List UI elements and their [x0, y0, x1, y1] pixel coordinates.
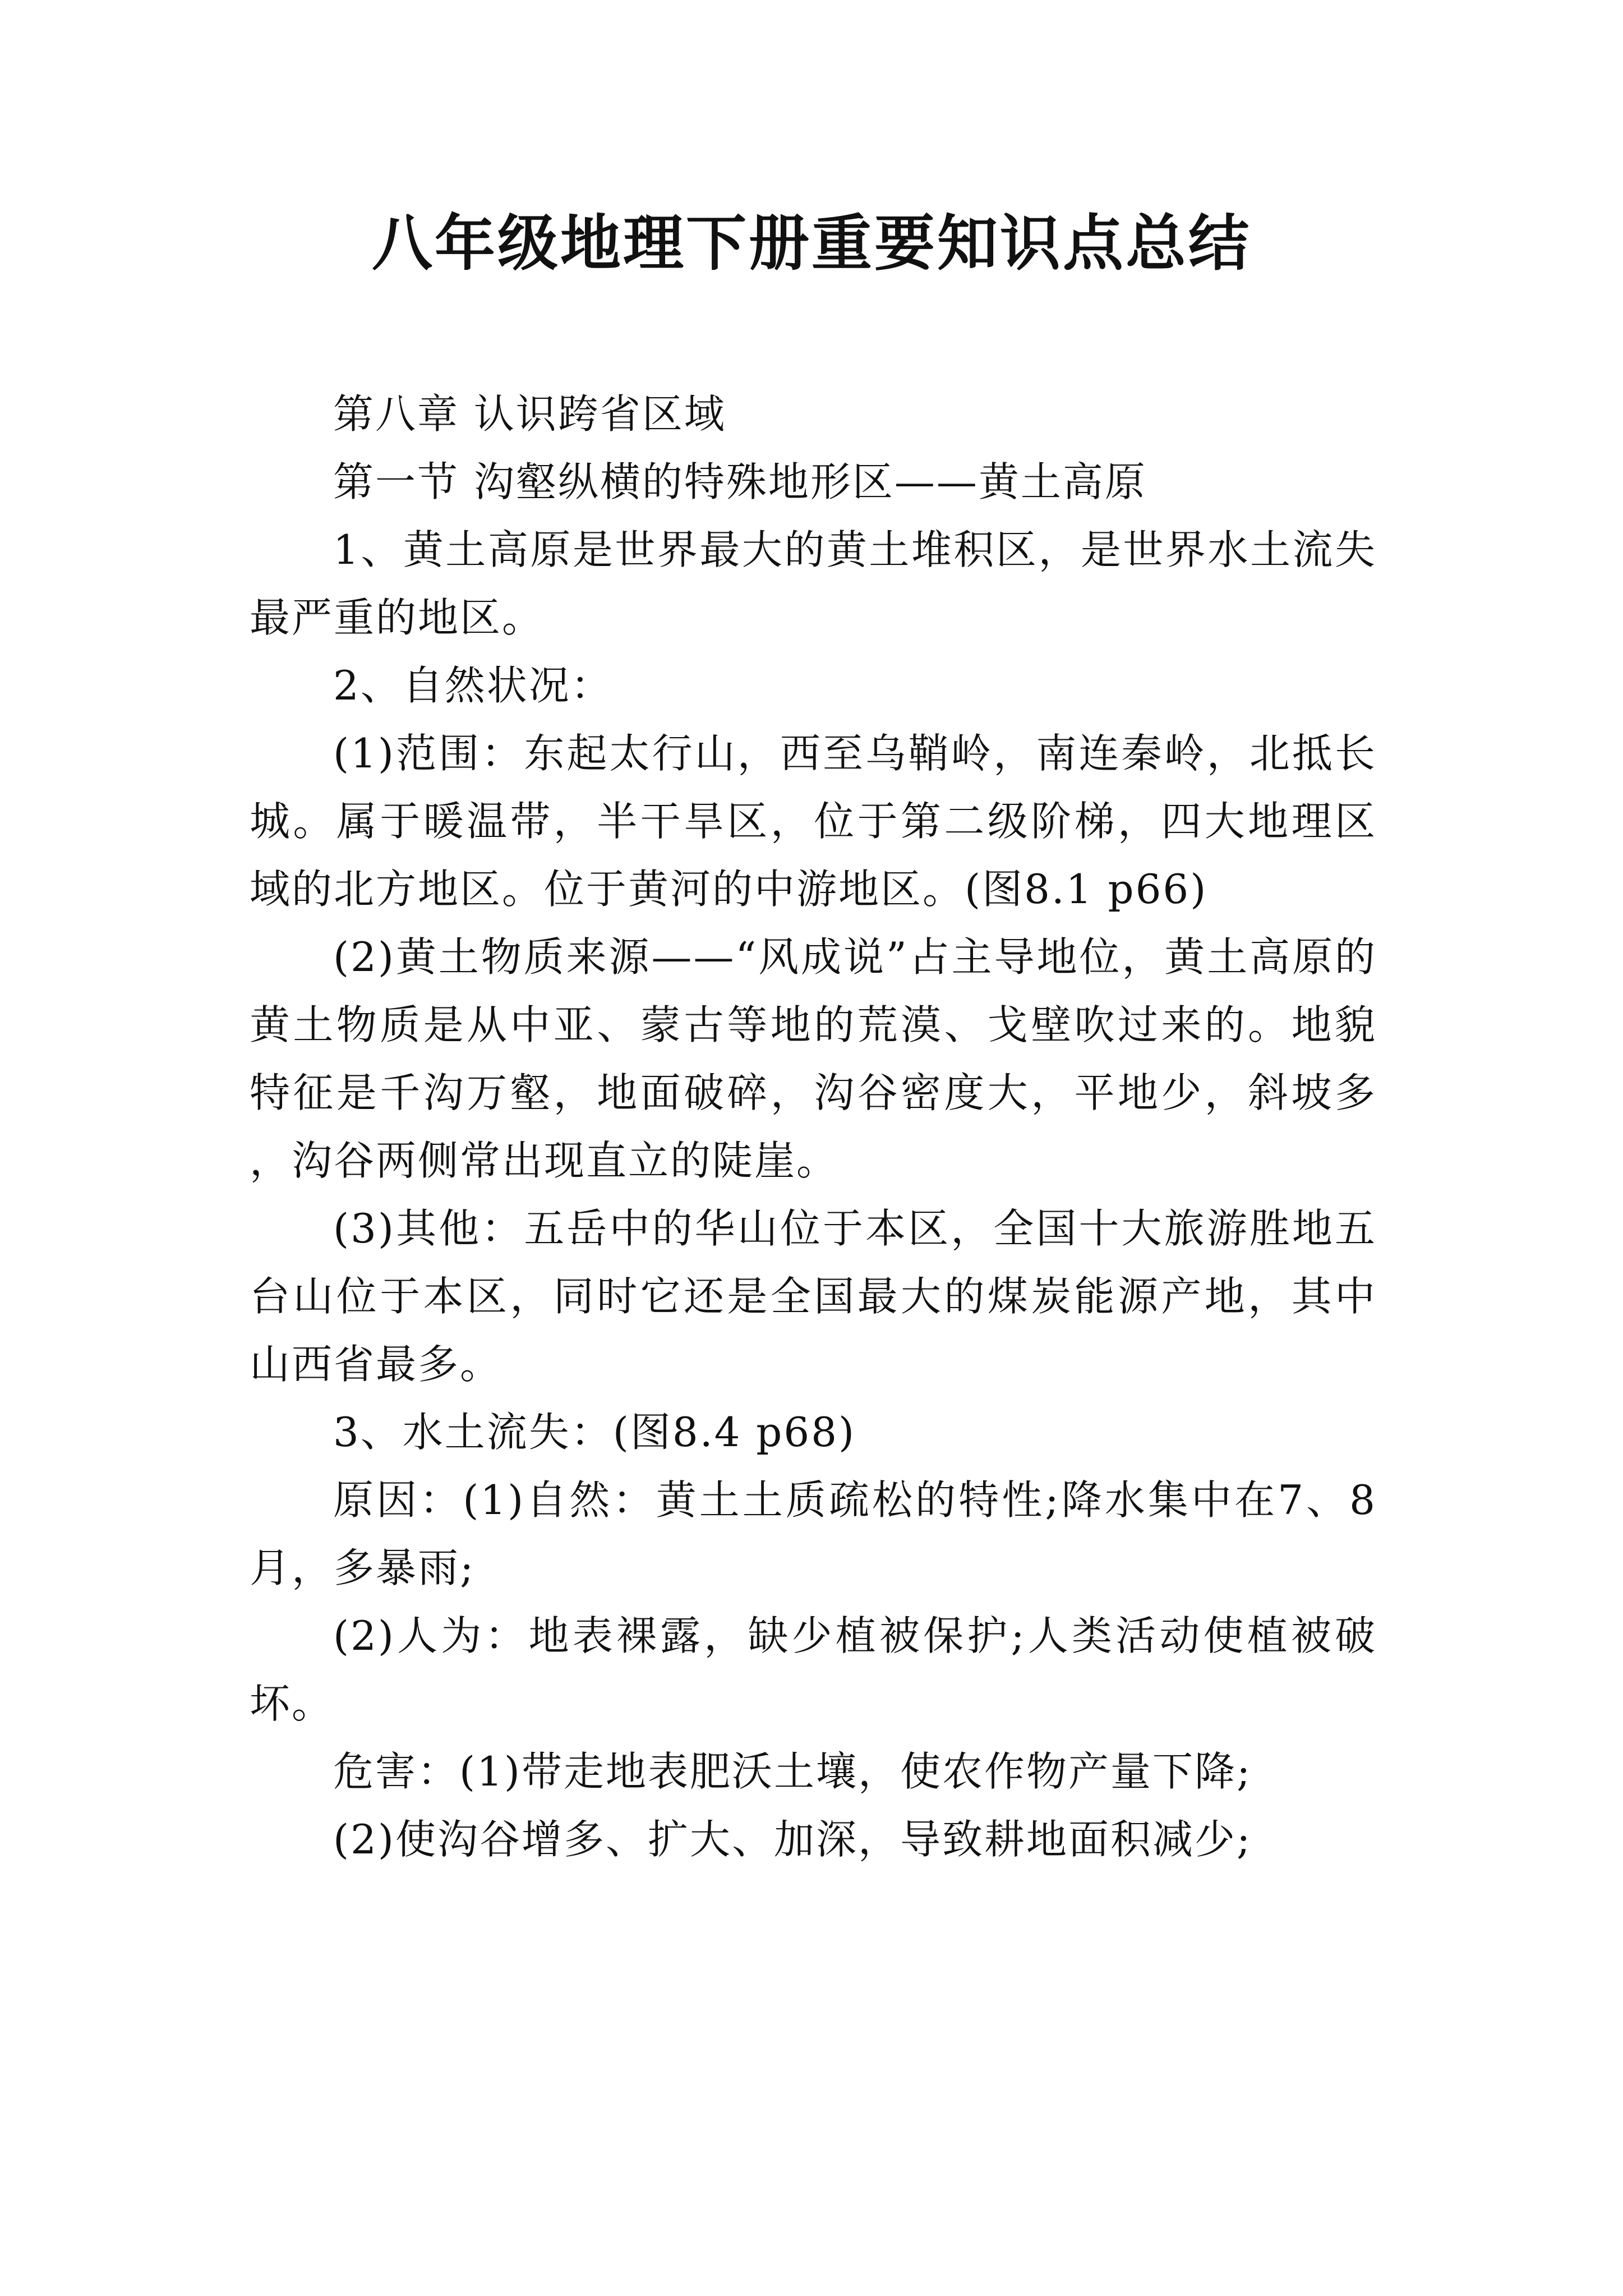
paragraph: 原因：(1)自然：黄土土质疏松的特性;降水集中在7、8月，多暴雨;: [250, 1476, 1377, 1591]
chapter-heading: 第八章 认识跨省区域: [333, 390, 726, 438]
paragraph: 1、黄土高原是世界最大的黄土堆积区，是世界水土流失最严重的地区。: [250, 526, 1377, 641]
paragraph: (3)其他：五岳中的华山位于本区，全国十大旅游胜地五台山位于本区，同时它还是全国最大的煤炭能源产地，其中山西省最多。: [250, 1205, 1377, 1388]
document-body: [250, 380, 1377, 1874]
paragraph: (2)黄土物质来源——“风成说”占主导地位，黄土高原的黄土物质是从中亚、蒙古等地的荒漠、戈壁吹过来的。地貌特征是千沟万壑，地面破碎，沟谷密度大，平地少，斜坡多，沟谷两侧常出现直立的陡崖。: [250, 933, 1377, 1184]
paragraph: 3、水土流失：(图8.4 p68): [333, 1409, 856, 1456]
paragraph: (2)人为：地表裸露，缺少植被保护;人类活动使植被破坏。: [250, 1612, 1377, 1727]
section-heading: 第一节 沟壑纵横的特殊地形区——黄土高原: [333, 458, 1147, 505]
paragraph: (1)范围：东起太行山，西至乌鞘岭，南连秦岭，北抵长城。属于暖温带，半干旱区，位于第二级阶梯，四大地理区域的北方地区。位于黄河的中游地区。(图8.1 p66): [250, 730, 1377, 913]
document-title: 八年级地理下册重要知识点总结: [371, 209, 1251, 279]
paragraph: 危害：(1)带走地表肥沃土壤，使农作物产量下降;: [333, 1748, 1252, 1795]
paragraph: (2)使沟谷增多、扩大、加深，导致耕地面积减少;: [333, 1816, 1252, 1863]
paragraph: 2、自然状况：: [333, 662, 613, 709]
